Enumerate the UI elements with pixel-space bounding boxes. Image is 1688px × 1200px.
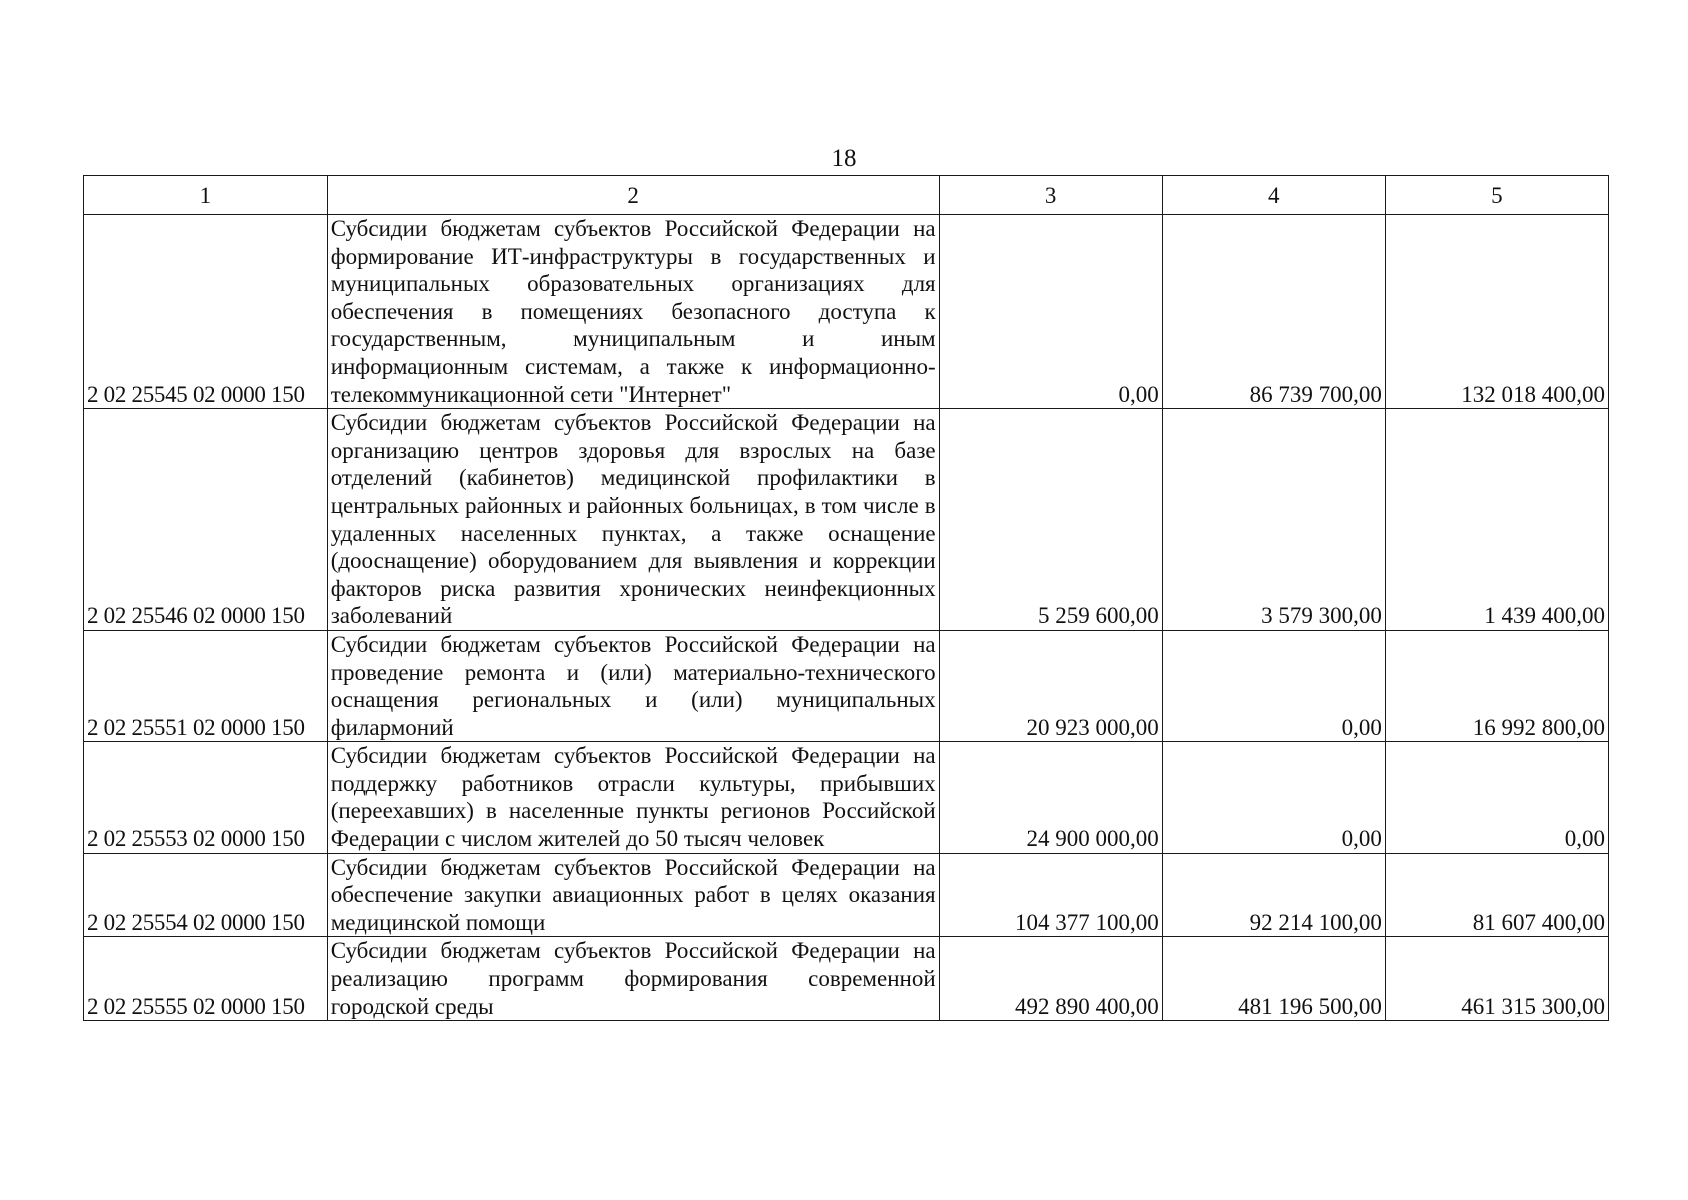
column-header-1: 1 (84, 176, 328, 215)
amount-col5-cell: 81 607 400,00 (1385, 853, 1608, 937)
amount-col5-cell: 1 439 400,00 (1385, 409, 1608, 631)
column-header-5: 5 (1385, 176, 1608, 215)
table-row (84, 742, 1609, 853)
budget-code-cell: 2 02 25553 02 0000 150 (84, 742, 328, 853)
amount-col5-cell: 132 018 400,00 (1385, 215, 1608, 409)
table-row (84, 215, 1609, 409)
budget-table (83, 175, 1609, 1021)
description-cell: Субсидии бюджетам субъектов Российской Федерации на реализацию программ формирования современной городской среды (327, 937, 939, 1021)
description-cell: Субсидии бюджетам субъектов Российской Федерации на поддержку работников отрасли культуры, прибывших (переехавших) в населенные пункты регионов Российской Федерации с числом жителей до 50 тысяч человек (327, 742, 939, 853)
table-row (84, 409, 1609, 631)
page-number: 18 (831, 145, 857, 172)
amount-col5-cell: 0,00 (1385, 742, 1608, 853)
table-header-row (84, 176, 1609, 215)
table-row (84, 630, 1609, 741)
amount-col3-cell: 5 259 600,00 (939, 409, 1162, 631)
amount-col3-cell: 0,00 (939, 215, 1162, 409)
description-cell: Субсидии бюджетам субъектов Российской Федерации на проведение ремонта и (или) материально-технического оснащения региональных и (или) муниципальных филармоний (327, 630, 939, 741)
amount-col3-cell: 492 890 400,00 (939, 937, 1162, 1021)
amount-col4-cell: 0,00 (1162, 742, 1385, 853)
amount-col4-cell: 0,00 (1162, 630, 1385, 741)
budget-code-cell: 2 02 25555 02 0000 150 (84, 937, 328, 1021)
amount-col4-cell: 481 196 500,00 (1162, 937, 1385, 1021)
column-header-3: 3 (939, 176, 1162, 215)
description-cell: Субсидии бюджетам субъектов Российской Федерации на организацию центров здоровья для взрослых на базе отделений (кабинетов) медицинской профилактики в центральных районных и районных больницах, в том числе в удаленных населенных пунктах, а также оснащение (дооснащение) оборудованием для выявления и коррекции факторов риска развития хронических неинфекционных заболеваний (327, 409, 939, 631)
column-header-2: 2 (327, 176, 939, 215)
amount-col3-cell: 104 377 100,00 (939, 853, 1162, 937)
amount-col4-cell: 92 214 100,00 (1162, 853, 1385, 937)
description-cell: Субсидии бюджетам субъектов Российской Федерации на формирование ИТ-инфраструктуры в государственных и муниципальных образовательных организациях для обеспечения в помещениях безопасного доступа к государственным, муниципальным и иным информационным системам, а также к информационно-телекоммуникационной сети "Интернет" (327, 215, 939, 409)
column-header-4: 4 (1162, 176, 1385, 215)
table-row (84, 853, 1609, 937)
amount-col3-cell: 24 900 000,00 (939, 742, 1162, 853)
amount-col3-cell: 20 923 000,00 (939, 630, 1162, 741)
amount-col4-cell: 3 579 300,00 (1162, 409, 1385, 631)
budget-code-cell: 2 02 25551 02 0000 150 (84, 630, 328, 741)
description-cell: Субсидии бюджетам субъектов Российской Федерации на обеспечение закупки авиационных работ в целях оказания медицинской помощи (327, 853, 939, 937)
budget-code-cell: 2 02 25545 02 0000 150 (84, 215, 328, 409)
amount-col5-cell: 461 315 300,00 (1385, 937, 1608, 1021)
table-row (84, 937, 1609, 1021)
amount-col5-cell: 16 992 800,00 (1385, 630, 1608, 741)
budget-code-cell: 2 02 25546 02 0000 150 (84, 409, 328, 631)
budget-code-cell: 2 02 25554 02 0000 150 (84, 853, 328, 937)
amount-col4-cell: 86 739 700,00 (1162, 215, 1385, 409)
